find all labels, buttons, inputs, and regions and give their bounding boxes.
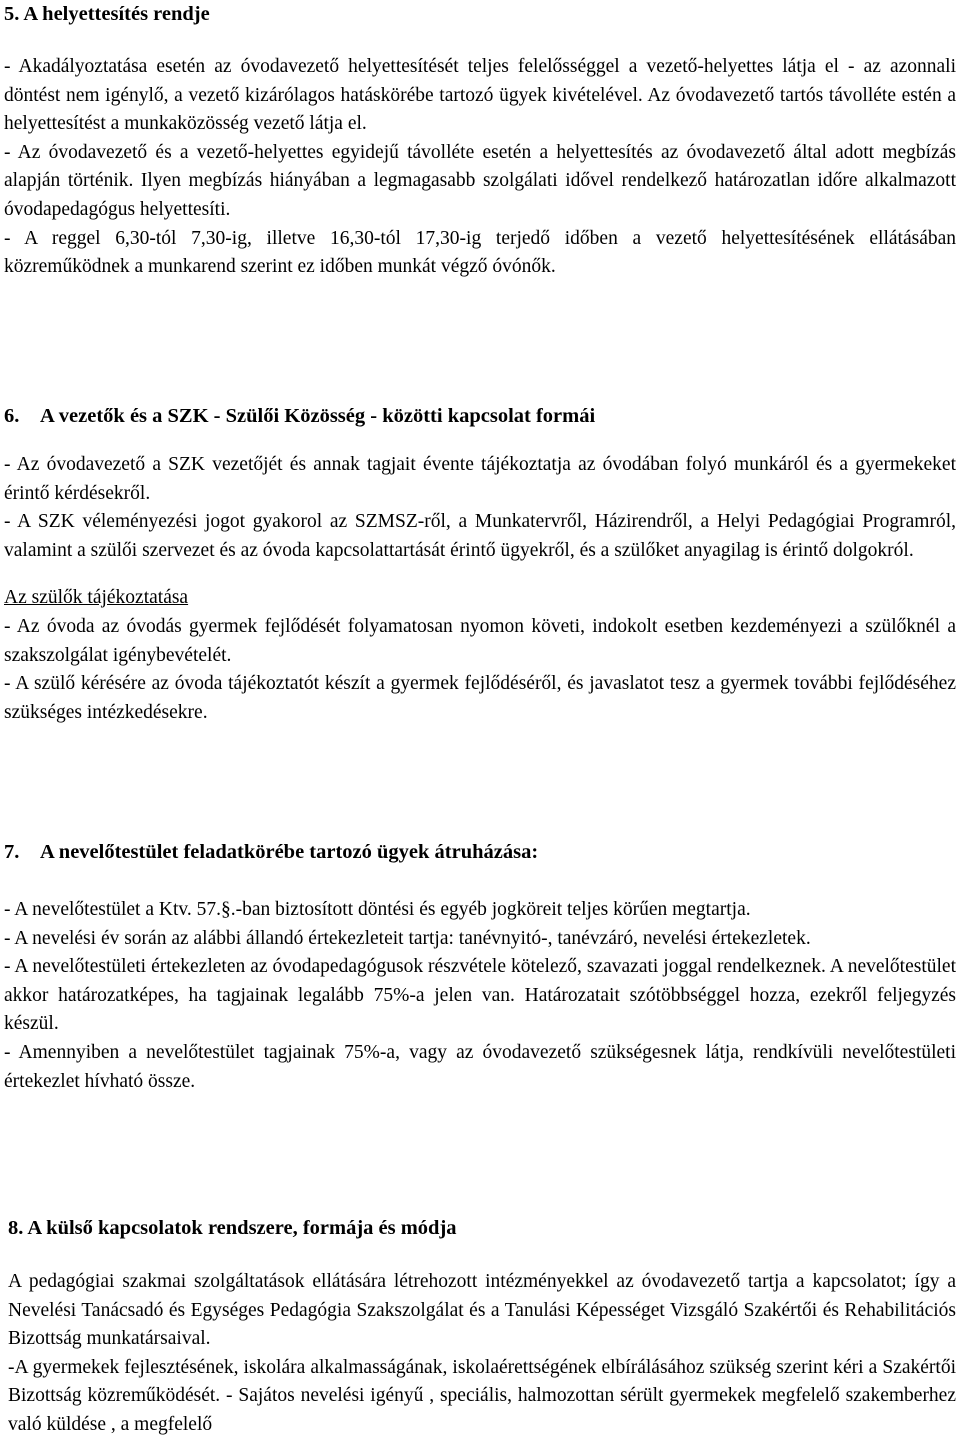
section-8-paragraph-2: -A gyermekek fejlesztésének, iskolára alkalmasságának, iskolaérettségének elbírálásához szükség szerint kéri a Szakértői Bizottság közreműködését. - Sajátos nevelési igényű , speciális, halmozottan sérült gyermekek megfelelő szakemberhez való küldése , a megfelelő <box>8 1356 956 1435</box>
section-7-number: 7. <box>4 841 20 863</box>
section-7-paragraph-4: - Amennyiben a nevelőtestület tagjainak 75%-a, vagy az óvodavezető szükségesnek látja, rendkívüli nevelőtestületi értekezlet hívható össze. <box>4 1041 956 1092</box>
section-8-heading: 8. A külső kapcsolatok rendszere, formája és módja <box>8 1217 457 1239</box>
section-5-paragraph-1: - Akadályoztatása esetén az óvodavezető helyettesítését teljes felelősséggel a vezető-helyettes látja el - az azonnali döntést nem igénylő, a vezető kizárólagos hatáskörébe tartozó ügyek kivételével. Az óvodavezető tartós távolléte estén a helyettesítést a munkaközösség vezető látja el. <box>4 56 956 135</box>
section-7-paragraph-3: - A nevelőtestületi értekezleten az óvodapedagógusok részvétele kötelező, szavazati joggal rendelkeznek. A nevelőtestület akkor határozatképes, ha tagjainak legalább 75%-a jelen van. Határozatait szótöbbséggel hozza, ezekről feljegyzés készül. <box>4 956 956 1035</box>
section-6-paragraph-2: - A SZK véleményezési jogot gyakorol az SZMSZ-ről, a Munkatervről, Házirendről, a Helyi Pedagógiai Programról, valamint a szülői szervezet és az óvoda kapcsolattartását érintő ügyekről, és a szülőket anyagilag is érintő dolgokról. <box>4 511 956 561</box>
section-5-paragraph-3: - A reggel 6,30-tól 7,30-ig, illetve 16,30-tól 17,30-ig terjedő időben a vezető helyettesítésének ellátásában közreműködnek a munkarend szerint ez időben munkát végző óvónők. <box>4 227 956 278</box>
section-7-paragraph-1: - A nevelőtestület a Ktv. 57.§.-ban biztosított döntési és egyéb jogköreit teljes körűen megtartja. <box>4 899 751 920</box>
section-5-paragraph-2: - Az óvodavezető és a vezető-helyettes egyidejű távolléte esetén a helyettesítés az óvodavezető által adott megbízás alapján történik. Ilyen megbízás hiányában a legmagasabb szolgálati idővel rendelkező határozatlan időre alkalmazott óvodapedagógus helyettesíti. <box>4 141 956 220</box>
section-8 <box>8 1214 956 1440</box>
section-6-sub-paragraph-2: - A szülő kérésére az óvoda tájékoztatót készít a gyermek fejlődéséről, és javaslatot tesz a gyermek további fejlődéséhez szükséges intézkedésekre. <box>4 673 956 723</box>
section-5 <box>4 0 956 282</box>
section-6-paragraph-1: - Az óvodavezető a SZK vezetőjét és annak tagjait évente tájékoztatja az óvodában folyó munkáról és a gyermekeket érintő kérdésekről. <box>4 454 956 504</box>
section-7-heading-row <box>4 838 956 866</box>
section-7 <box>4 838 956 1096</box>
section-7-paragraph-2: - A nevelési év során az alábbi állandó értekezleteit tartja: tanévnyitó-, tanévzáró, nevelési értekezletek. <box>4 927 811 949</box>
section-6-sub-paragraph-1: - Az óvoda az óvodás gyermek fejlődését folyamatosan nyomon követi, indokolt esetben kezdeményezi a szülőknél a szakszolgálat igénybevételét. <box>4 615 956 666</box>
section-6-number: 6. <box>4 405 20 427</box>
section-5-heading: 5. A helyettesítés rendje <box>4 3 210 25</box>
section-7-heading: A nevelőtestület feladatkörébe tartozó ügyek átruházása: <box>40 841 539 863</box>
section-6-heading: A vezetők és a SZK - Szülői Közösség - közötti kapcsolat formái <box>40 405 596 427</box>
section-6-subheading: Az szülők tájékoztatása <box>4 587 189 609</box>
section-6-heading-row <box>4 402 956 430</box>
section-6 <box>4 402 956 727</box>
section-8-paragraph-1: A pedagógiai szakmai szolgáltatások ellátására létrehozott intézményekkel az óvodavezető tartja a kapcsolatot; így a Nevelési Tanácsadó és Egységes Pedagógia Szakszolgálat és a Tanulási Képességet Vizsgáló Szakértői és Rehabilitációs Bizottság munkatársaival. <box>8 1271 956 1350</box>
